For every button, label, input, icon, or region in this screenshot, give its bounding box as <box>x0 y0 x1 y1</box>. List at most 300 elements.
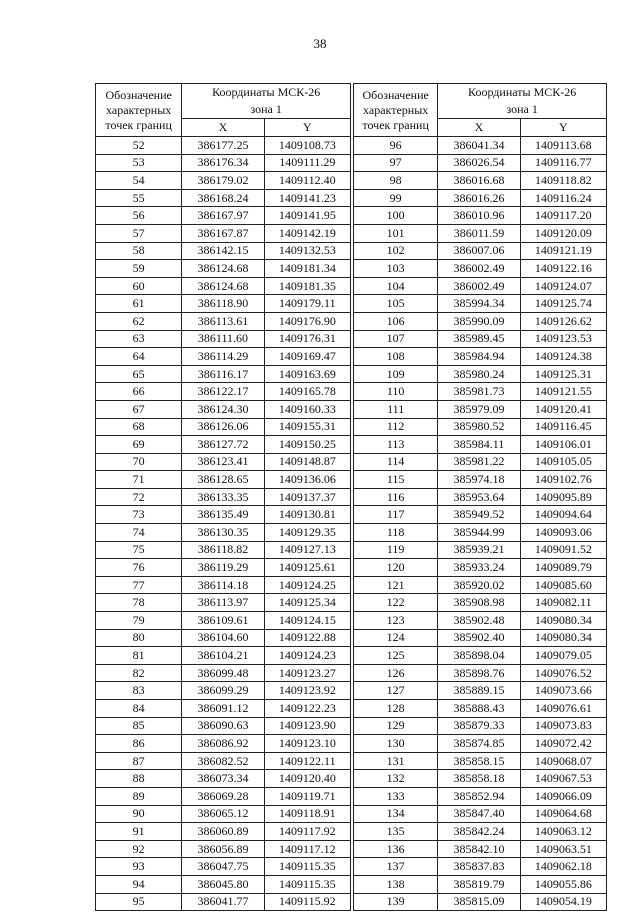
y-coordinate-cell: 1409080.34 <box>520 612 606 630</box>
point-number-cell: 114 <box>354 453 438 471</box>
y-coordinate-cell: 1409141.23 <box>264 189 350 207</box>
table-row <box>354 260 607 278</box>
coords-header-zone: зона 1 <box>506 102 538 116</box>
table-row <box>96 154 351 172</box>
point-number-cell: 80 <box>96 629 182 647</box>
y-coordinate-cell: 1409124.38 <box>520 348 606 366</box>
point-number-cell: 121 <box>354 576 438 594</box>
table-row <box>96 735 351 753</box>
table-row <box>354 752 607 770</box>
table-row <box>96 664 351 682</box>
y-coordinate-cell: 1409176.31 <box>264 330 350 348</box>
point-number-cell: 109 <box>354 365 438 383</box>
point-number-cell: 96 <box>354 137 438 155</box>
y-coordinate-cell: 1409160.33 <box>264 400 350 418</box>
point-number-cell: 82 <box>96 664 182 682</box>
coords-header-title: Координаты МСК-26 <box>212 85 321 99</box>
y-coordinate-cell: 1409093.06 <box>520 524 606 542</box>
table-row <box>354 383 607 401</box>
point-number-cell: 110 <box>354 383 438 401</box>
y-coordinate-cell: 1409055.86 <box>520 875 606 893</box>
x-coordinate-cell: 386167.87 <box>182 224 264 242</box>
y-coordinate-cell: 1409117.92 <box>264 823 350 841</box>
y-coordinate-cell: 1409117.12 <box>264 840 350 858</box>
x-coordinate-cell: 386135.49 <box>182 506 264 524</box>
point-number-cell: 123 <box>354 612 438 630</box>
y-coordinate-cell: 1409108.73 <box>264 137 350 155</box>
x-coordinate-cell: 386002.49 <box>438 277 520 295</box>
y-coordinate-cell: 1409124.25 <box>264 576 350 594</box>
y-coordinate-cell: 1409118.91 <box>264 805 350 823</box>
table-row <box>354 471 607 489</box>
y-coordinate-cell: 1409165.78 <box>264 383 350 401</box>
y-coordinate-cell: 1409115.35 <box>264 858 350 876</box>
y-coordinate-cell: 1409120.41 <box>520 400 606 418</box>
y-coordinate-cell: 1409181.35 <box>264 277 350 295</box>
y-coordinate-cell: 1409126.62 <box>520 312 606 330</box>
y-coordinate-cell: 1409176.90 <box>264 312 350 330</box>
x-coordinate-cell: 385902.48 <box>438 612 520 630</box>
table-row <box>96 612 351 630</box>
table-row <box>96 277 351 295</box>
point-number-cell: 63 <box>96 330 182 348</box>
point-number-cell: 115 <box>354 471 438 489</box>
table-row <box>354 400 607 418</box>
table-row <box>354 277 607 295</box>
table-row <box>96 805 351 823</box>
table-row <box>354 770 607 788</box>
table-row <box>96 576 351 594</box>
x-coordinate-cell: 386113.97 <box>182 594 264 612</box>
table-row <box>96 312 351 330</box>
point-number-cell: 57 <box>96 224 182 242</box>
y-coordinate-cell: 1409076.61 <box>520 700 606 718</box>
point-number-cell: 101 <box>354 224 438 242</box>
table-row <box>354 735 607 753</box>
point-header-line-1: Обозначение <box>105 87 172 102</box>
table-row <box>96 858 351 876</box>
point-number-cell: 135 <box>354 823 438 841</box>
point-number-cell: 78 <box>96 594 182 612</box>
point-number-cell: 130 <box>354 735 438 753</box>
table-row <box>96 875 351 893</box>
point-number-cell: 107 <box>354 330 438 348</box>
table-body-left <box>96 137 351 911</box>
y-coordinate-cell: 1409064.68 <box>520 805 606 823</box>
table-row <box>354 664 607 682</box>
point-number-cell: 118 <box>354 524 438 542</box>
y-coordinate-cell: 1409067.53 <box>520 770 606 788</box>
y-coordinate-cell: 1409121.55 <box>520 383 606 401</box>
y-coordinate-cell: 1409113.68 <box>520 137 606 155</box>
x-coordinate-cell: 385858.18 <box>438 770 520 788</box>
x-coordinate-cell: 386041.34 <box>438 137 520 155</box>
x-coordinate-cell: 385979.09 <box>438 400 520 418</box>
y-coordinate-cell: 1409066.09 <box>520 787 606 805</box>
point-number-cell: 103 <box>354 260 438 278</box>
point-column-header <box>96 84 182 137</box>
table-row <box>96 770 351 788</box>
x-coordinate-cell: 385858.15 <box>438 752 520 770</box>
point-number-cell: 119 <box>354 541 438 559</box>
point-number-cell: 129 <box>354 717 438 735</box>
x-coordinate-cell: 386133.35 <box>182 488 264 506</box>
point-number-cell: 58 <box>96 242 182 260</box>
table-row <box>96 348 351 366</box>
table-row <box>354 541 607 559</box>
x-coordinate-cell: 386041.77 <box>182 893 264 911</box>
table-row <box>96 137 351 155</box>
table-row <box>96 823 351 841</box>
y-coordinate-cell: 1409054.19 <box>520 893 606 911</box>
y-coordinate-cell: 1409063.51 <box>520 840 606 858</box>
y-coordinate-cell: 1409148.87 <box>264 453 350 471</box>
table-row <box>354 524 607 542</box>
table-body-right <box>354 137 607 911</box>
x-coordinate-cell: 386026.54 <box>438 154 520 172</box>
point-number-cell: 112 <box>354 418 438 436</box>
table-row <box>354 436 607 454</box>
x-coordinate-cell: 386124.68 <box>182 277 264 295</box>
table-row <box>96 295 351 313</box>
x-coordinate-cell: 386124.30 <box>182 400 264 418</box>
point-number-cell: 87 <box>96 752 182 770</box>
y-coordinate-cell: 1409116.24 <box>520 189 606 207</box>
y-coordinate-cell: 1409169.47 <box>264 348 350 366</box>
point-number-cell: 134 <box>354 805 438 823</box>
table-row <box>96 383 351 401</box>
y-coordinate-cell: 1409115.92 <box>264 893 350 911</box>
table-row <box>96 260 351 278</box>
x-coordinate-cell: 386167.97 <box>182 207 264 225</box>
table-row <box>96 541 351 559</box>
table-row <box>96 224 351 242</box>
x-coordinate-cell: 385888.43 <box>438 700 520 718</box>
y-coordinate-cell: 1409079.05 <box>520 647 606 665</box>
coords-column-header <box>438 84 607 119</box>
point-number-cell: 97 <box>354 154 438 172</box>
table-row <box>354 875 607 893</box>
table-row <box>96 559 351 577</box>
page-number: 38 <box>313 36 327 51</box>
y-coordinate-cell: 1409120.40 <box>264 770 350 788</box>
table-row <box>96 242 351 260</box>
x-coordinate-cell: 386122.17 <box>182 383 264 401</box>
y-coordinate-cell: 1409072.42 <box>520 735 606 753</box>
x-coordinate-cell: 385974.18 <box>438 471 520 489</box>
y-column-header: Y <box>264 119 350 137</box>
table-row <box>354 700 607 718</box>
point-number-cell: 55 <box>96 189 182 207</box>
table-row <box>96 840 351 858</box>
table-row <box>96 471 351 489</box>
y-coordinate-cell: 1409112.40 <box>264 172 350 190</box>
coords-header-title: Координаты МСК-26 <box>468 85 577 99</box>
table-row <box>354 312 607 330</box>
x-coordinate-cell: 385984.11 <box>438 436 520 454</box>
point-number-cell: 74 <box>96 524 182 542</box>
table-row <box>354 805 607 823</box>
table-row <box>354 576 607 594</box>
point-number-cell: 90 <box>96 805 182 823</box>
x-coordinate-cell: 386179.02 <box>182 172 264 190</box>
x-coordinate-cell: 386142.15 <box>182 242 264 260</box>
point-number-cell: 83 <box>96 682 182 700</box>
point-number-cell: 132 <box>354 770 438 788</box>
x-coordinate-cell: 385819.79 <box>438 875 520 893</box>
y-coordinate-cell: 1409080.34 <box>520 629 606 647</box>
x-coordinate-cell: 385852.94 <box>438 787 520 805</box>
point-number-cell: 56 <box>96 207 182 225</box>
point-number-cell: 59 <box>96 260 182 278</box>
table-row <box>354 224 607 242</box>
coordinates-table-right <box>353 83 607 911</box>
point-number-cell: 52 <box>96 137 182 155</box>
point-header-line-2: характерных <box>363 102 429 117</box>
y-coordinate-cell: 1409129.35 <box>264 524 350 542</box>
point-number-cell: 68 <box>96 418 182 436</box>
table-row <box>354 172 607 190</box>
y-coordinate-cell: 1409125.61 <box>264 559 350 577</box>
point-number-cell: 67 <box>96 400 182 418</box>
y-coordinate-cell: 1409111.29 <box>264 154 350 172</box>
point-header-line-3: точек границ <box>105 117 172 132</box>
y-coordinate-cell: 1409150.25 <box>264 436 350 454</box>
x-coordinate-cell: 386069.28 <box>182 787 264 805</box>
x-coordinate-cell: 386090.63 <box>182 717 264 735</box>
table-row <box>354 559 607 577</box>
y-coordinate-cell: 1409119.71 <box>264 787 350 805</box>
y-coordinate-cell: 1409068.07 <box>520 752 606 770</box>
y-coordinate-cell: 1409125.31 <box>520 365 606 383</box>
x-coordinate-cell: 385949.52 <box>438 506 520 524</box>
table-row <box>354 207 607 225</box>
point-number-cell: 64 <box>96 348 182 366</box>
point-number-cell: 126 <box>354 664 438 682</box>
table-row <box>354 629 607 647</box>
x-coordinate-cell: 386065.12 <box>182 805 264 823</box>
table-row <box>354 330 607 348</box>
point-number-cell: 122 <box>354 594 438 612</box>
y-coordinate-cell: 1409122.16 <box>520 260 606 278</box>
x-coordinate-cell: 385990.09 <box>438 312 520 330</box>
x-coordinate-cell: 386116.17 <box>182 365 264 383</box>
x-coordinate-cell: 386109.61 <box>182 612 264 630</box>
y-coordinate-cell: 1409125.74 <box>520 295 606 313</box>
table-row <box>96 400 351 418</box>
x-coordinate-cell: 386104.21 <box>182 647 264 665</box>
point-number-cell: 127 <box>354 682 438 700</box>
table-row <box>96 524 351 542</box>
x-coordinate-cell: 386130.35 <box>182 524 264 542</box>
point-number-cell: 102 <box>354 242 438 260</box>
y-coordinate-cell: 1409089.79 <box>520 559 606 577</box>
table-row <box>96 700 351 718</box>
table-row <box>96 717 351 735</box>
y-coordinate-cell: 1409125.34 <box>264 594 350 612</box>
x-coordinate-cell: 385994.34 <box>438 295 520 313</box>
x-coordinate-cell: 385981.73 <box>438 383 520 401</box>
point-number-cell: 69 <box>96 436 182 454</box>
x-coordinate-cell: 385842.10 <box>438 840 520 858</box>
x-coordinate-cell: 386082.52 <box>182 752 264 770</box>
x-coordinate-cell: 385989.45 <box>438 330 520 348</box>
table-row <box>354 840 607 858</box>
point-number-cell: 125 <box>354 647 438 665</box>
table-row <box>354 506 607 524</box>
table-row <box>354 295 607 313</box>
point-number-cell: 75 <box>96 541 182 559</box>
y-coordinate-cell: 1409137.37 <box>264 488 350 506</box>
y-coordinate-cell: 1409136.06 <box>264 471 350 489</box>
x-coordinate-cell: 386114.29 <box>182 348 264 366</box>
point-number-cell: 71 <box>96 471 182 489</box>
y-coordinate-cell: 1409118.82 <box>520 172 606 190</box>
x-coordinate-cell: 386007.06 <box>438 242 520 260</box>
y-coordinate-cell: 1409124.15 <box>264 612 350 630</box>
table-row <box>96 330 351 348</box>
table-row <box>96 752 351 770</box>
table-row <box>96 647 351 665</box>
coordinates-table-left <box>95 83 351 911</box>
point-number-cell: 79 <box>96 612 182 630</box>
point-number-cell: 72 <box>96 488 182 506</box>
table-row <box>354 348 607 366</box>
x-coordinate-cell: 385939.21 <box>438 541 520 559</box>
x-coordinate-cell: 386010.96 <box>438 207 520 225</box>
table-row <box>354 418 607 436</box>
table-row <box>96 172 351 190</box>
coords-column-header <box>182 84 351 119</box>
y-coordinate-cell: 1409122.88 <box>264 629 350 647</box>
x-coordinate-cell: 386047.75 <box>182 858 264 876</box>
x-coordinate-cell: 385898.04 <box>438 647 520 665</box>
y-coordinate-cell: 1409073.83 <box>520 717 606 735</box>
x-coordinate-cell: 386168.24 <box>182 189 264 207</box>
point-number-cell: 89 <box>96 787 182 805</box>
point-number-cell: 139 <box>354 893 438 911</box>
point-number-cell: 70 <box>96 453 182 471</box>
table-row <box>354 365 607 383</box>
point-number-cell: 108 <box>354 348 438 366</box>
y-coordinate-cell: 1409121.19 <box>520 242 606 260</box>
table-row <box>354 893 607 911</box>
y-coordinate-cell: 1409130.81 <box>264 506 350 524</box>
x-coordinate-cell: 386086.92 <box>182 735 264 753</box>
x-coordinate-cell: 385980.24 <box>438 365 520 383</box>
y-coordinate-cell: 1409062.18 <box>520 858 606 876</box>
y-coordinate-cell: 1409141.95 <box>264 207 350 225</box>
y-coordinate-cell: 1409127.13 <box>264 541 350 559</box>
table-row <box>354 858 607 876</box>
x-coordinate-cell: 386118.82 <box>182 541 264 559</box>
table-row <box>96 189 351 207</box>
table-row <box>96 787 351 805</box>
point-number-cell: 61 <box>96 295 182 313</box>
point-number-cell: 111 <box>354 400 438 418</box>
y-coordinate-cell: 1409115.35 <box>264 875 350 893</box>
x-coordinate-cell: 386002.49 <box>438 260 520 278</box>
point-number-cell: 131 <box>354 752 438 770</box>
point-number-cell: 137 <box>354 858 438 876</box>
y-coordinate-cell: 1409123.90 <box>264 717 350 735</box>
table-row <box>96 365 351 383</box>
x-coordinate-cell: 385933.24 <box>438 559 520 577</box>
point-number-cell: 105 <box>354 295 438 313</box>
y-coordinate-cell: 1409076.52 <box>520 664 606 682</box>
y-coordinate-cell: 1409082.11 <box>520 594 606 612</box>
y-coordinate-cell: 1409105.05 <box>520 453 606 471</box>
table-row <box>354 453 607 471</box>
point-number-cell: 106 <box>354 312 438 330</box>
x-coordinate-cell: 385920.02 <box>438 576 520 594</box>
point-number-cell: 91 <box>96 823 182 841</box>
y-coordinate-cell: 1409063.12 <box>520 823 606 841</box>
point-number-cell: 99 <box>354 189 438 207</box>
y-coordinate-cell: 1409142.19 <box>264 224 350 242</box>
x-coordinate-cell: 385953.64 <box>438 488 520 506</box>
point-header-line-2: характерных <box>106 102 172 117</box>
x-coordinate-cell: 386113.61 <box>182 312 264 330</box>
table-row <box>354 682 607 700</box>
x-coordinate-cell: 385847.40 <box>438 805 520 823</box>
table-row <box>354 189 607 207</box>
point-number-cell: 66 <box>96 383 182 401</box>
point-number-cell: 92 <box>96 840 182 858</box>
y-coordinate-cell: 1409116.45 <box>520 418 606 436</box>
point-number-cell: 84 <box>96 700 182 718</box>
point-number-cell: 136 <box>354 840 438 858</box>
point-number-cell: 124 <box>354 629 438 647</box>
y-coordinate-cell: 1409106.01 <box>520 436 606 454</box>
point-number-cell: 86 <box>96 735 182 753</box>
point-number-cell: 116 <box>354 488 438 506</box>
y-column-header: Y <box>520 119 606 137</box>
y-coordinate-cell: 1409124.07 <box>520 277 606 295</box>
table-row <box>354 242 607 260</box>
y-coordinate-cell: 1409094.64 <box>520 506 606 524</box>
y-coordinate-cell: 1409116.77 <box>520 154 606 172</box>
y-coordinate-cell: 1409073.66 <box>520 682 606 700</box>
point-number-cell: 54 <box>96 172 182 190</box>
y-coordinate-cell: 1409122.23 <box>264 700 350 718</box>
y-coordinate-cell: 1409102.76 <box>520 471 606 489</box>
point-number-cell: 77 <box>96 576 182 594</box>
table-row <box>354 612 607 630</box>
x-coordinate-cell: 386177.25 <box>182 137 264 155</box>
point-column-header <box>354 84 438 137</box>
x-coordinate-cell: 385815.09 <box>438 893 520 911</box>
point-number-cell: 95 <box>96 893 182 911</box>
point-number-cell: 88 <box>96 770 182 788</box>
y-coordinate-cell: 1409123.53 <box>520 330 606 348</box>
x-coordinate-cell: 386091.12 <box>182 700 264 718</box>
point-number-cell: 133 <box>354 787 438 805</box>
point-header-line-3: точек границ <box>362 117 429 132</box>
table-row <box>96 629 351 647</box>
x-coordinate-cell: 385874.85 <box>438 735 520 753</box>
x-coordinate-cell: 386114.18 <box>182 576 264 594</box>
x-coordinate-cell: 386127.72 <box>182 436 264 454</box>
table-row <box>96 893 351 911</box>
x-coordinate-cell: 385889.15 <box>438 682 520 700</box>
x-coordinate-cell: 386111.60 <box>182 330 264 348</box>
table-row <box>354 823 607 841</box>
point-number-cell: 85 <box>96 717 182 735</box>
coords-header-zone: зона 1 <box>250 102 282 116</box>
point-number-cell: 128 <box>354 700 438 718</box>
point-number-cell: 94 <box>96 875 182 893</box>
